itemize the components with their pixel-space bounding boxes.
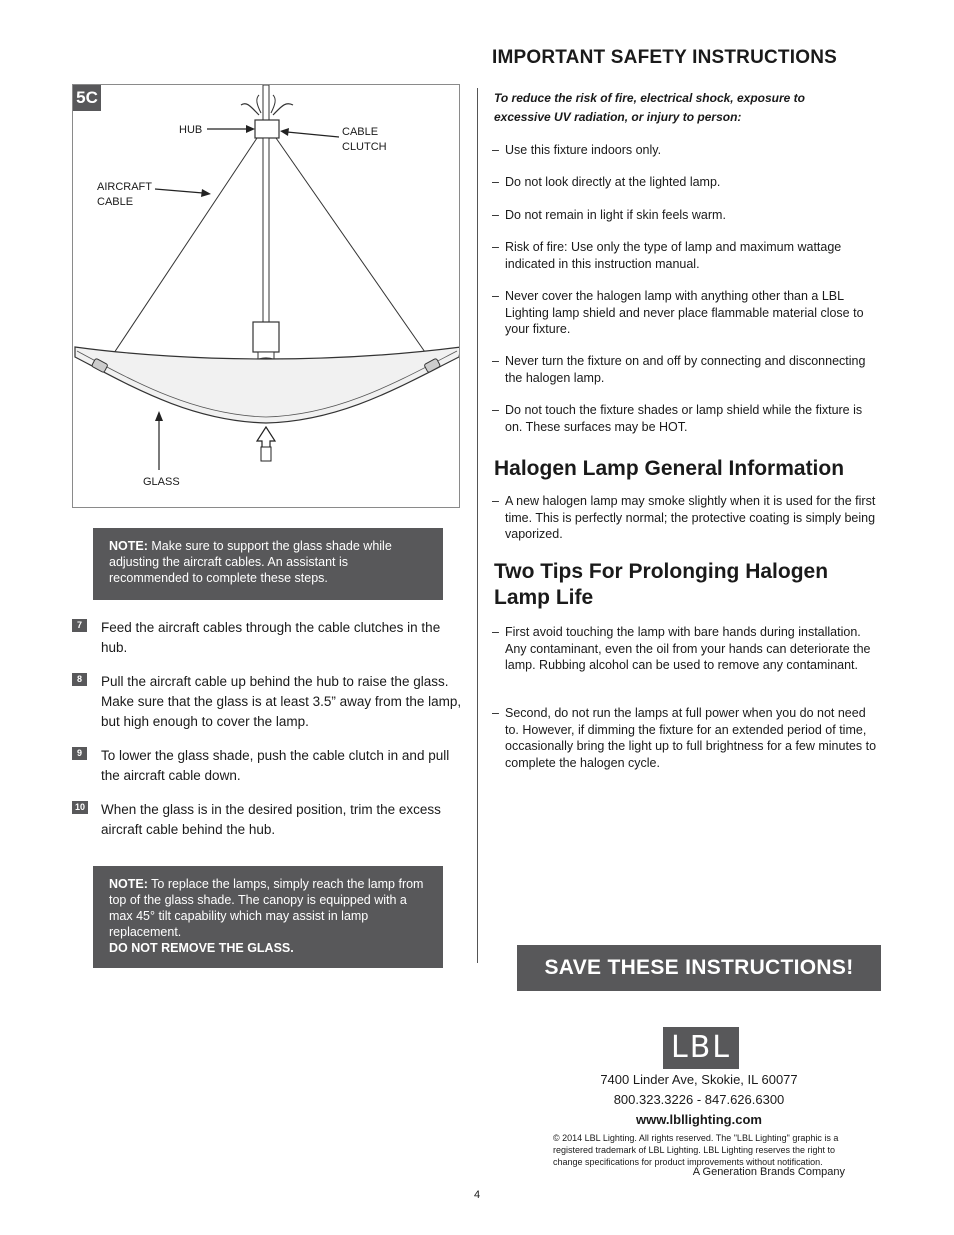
safety-item: – Risk of fire: Use only the type of lamp and maximum wattage indicated in this instruction manual.: [492, 240, 842, 271]
note-warning: DO NOT REMOVE THE GLASS.: [109, 941, 294, 955]
safety-item: – Do not look directly at the lighted lamp.: [492, 175, 721, 189]
aircraft-cable-label: AIRCRAFT CABLE: [97, 181, 152, 208]
safety-item: – Never cover the halogen lamp with anything other than a LBL Lighting lamp shield and never place flammable material close to your fixture.: [492, 289, 864, 336]
parent-company: A Generation Brands Company: [692, 1166, 845, 1178]
step-number: 7: [72, 619, 87, 632]
tip-item: – First avoid touching the lamp with bare hands during installation. Any contaminant, even the oil from your hands can deteriorate the lamp. Rubbing alcohol can be used to remove any contaminant.: [492, 625, 871, 672]
tips-heading: Two Tips For Prolonging Halogen Lamp Life: [494, 560, 829, 609]
copyright-notice: © 2014 LBL Lighting. All rights reserved. The "LBL Lighting" graphic is a registered trademark of LBL Lighting. LBL Lighting reserves the right to change specifications for product improvements without notification.: [553, 1133, 839, 1167]
figure-tag: 5C: [73, 85, 101, 111]
lamp-replacement-note: [93, 866, 443, 968]
company-phones: 800.323.3226 - 847.626.6300: [613, 1092, 785, 1107]
safety-item: – Do not remain in light if skin feels warm.: [492, 208, 726, 222]
pendant-fixture-diagram: [73, 85, 459, 507]
installation-figure: [72, 84, 460, 508]
save-instructions-banner: SAVE THESE INSTRUCTIONS!: [517, 945, 881, 991]
lbl-logo: LBL: [663, 1027, 739, 1069]
step-text: Pull the aircraft cable up behind the hub to raise the glass. Make sure that the glass is at least 3.5” away from the lamp, but high enough to cover the lamp.: [101, 674, 462, 729]
safety-item: – Do not touch the fixture shades or lamp shield while the fixture is on. These surfaces may be HOT.: [492, 403, 863, 434]
note-text: To replace the lamps, simply reach the lamp from top of the glass shade. The canopy is equipped with a max 45° tilt capability which may assist in lamp replacement.: [109, 877, 424, 939]
step-7: [72, 618, 462, 658]
tip-item: – Second, do not run the lamps at full power when you do not need to. However, if dimming the fixture for an extended period of time, occasionally bring the light up to full brightness for a few minutes to complete the halogen cycle.: [492, 706, 877, 770]
hub-label: HUB: [179, 124, 203, 136]
page-number: 4: [473, 1189, 481, 1201]
company-website[interactable]: www.lbllighting.com: [636, 1112, 762, 1127]
safety-item: – Use this fixture indoors only.: [492, 143, 662, 157]
company-address: 7400 Linder Ave, Skokie, IL 60077: [600, 1072, 798, 1087]
step-text: To lower the glass shade, push the cable clutch in and pull the aircraft cable down.: [101, 748, 450, 783]
safety-intro: To reduce the risk of fire, electrical shock, exposure to excessive UV radiation, or injury to person:: [494, 91, 805, 124]
general-info-item: – A new halogen lamp may smoke slightly when it is used for the first time. This is perfectly normal; the protective coating is simply being vaporized.: [492, 494, 876, 541]
note-label: NOTE:: [109, 539, 148, 553]
step-number: 8: [72, 673, 87, 686]
general-info-heading: Halogen Lamp General Information: [494, 457, 845, 480]
step-9: [72, 746, 462, 786]
support-note: [93, 528, 443, 600]
glass-label: GLASS: [143, 476, 180, 488]
cable-clutch-label: CABLE CLUTCH: [342, 126, 387, 153]
step-10: [72, 800, 462, 840]
step-8: [72, 672, 462, 732]
step-number: 10: [72, 801, 88, 814]
column-divider: [477, 88, 478, 963]
step-text: Feed the aircraft cables through the cable clutches in the hub.: [101, 620, 441, 655]
step-text: When the glass is in the desired position, trim the excess aircraft cable behind the hub.: [101, 802, 441, 837]
note-text: Make sure to support the glass shade while adjusting the aircraft cables. An assistant is recommended to complete these steps.: [109, 539, 392, 585]
note-label: NOTE:: [109, 877, 148, 891]
safety-heading: IMPORTANT SAFETY INSTRUCTIONS: [492, 47, 837, 68]
safety-item: – Never turn the fixture on and off by connecting and disconnecting the halogen lamp.: [492, 354, 866, 385]
step-number: 9: [72, 747, 87, 760]
